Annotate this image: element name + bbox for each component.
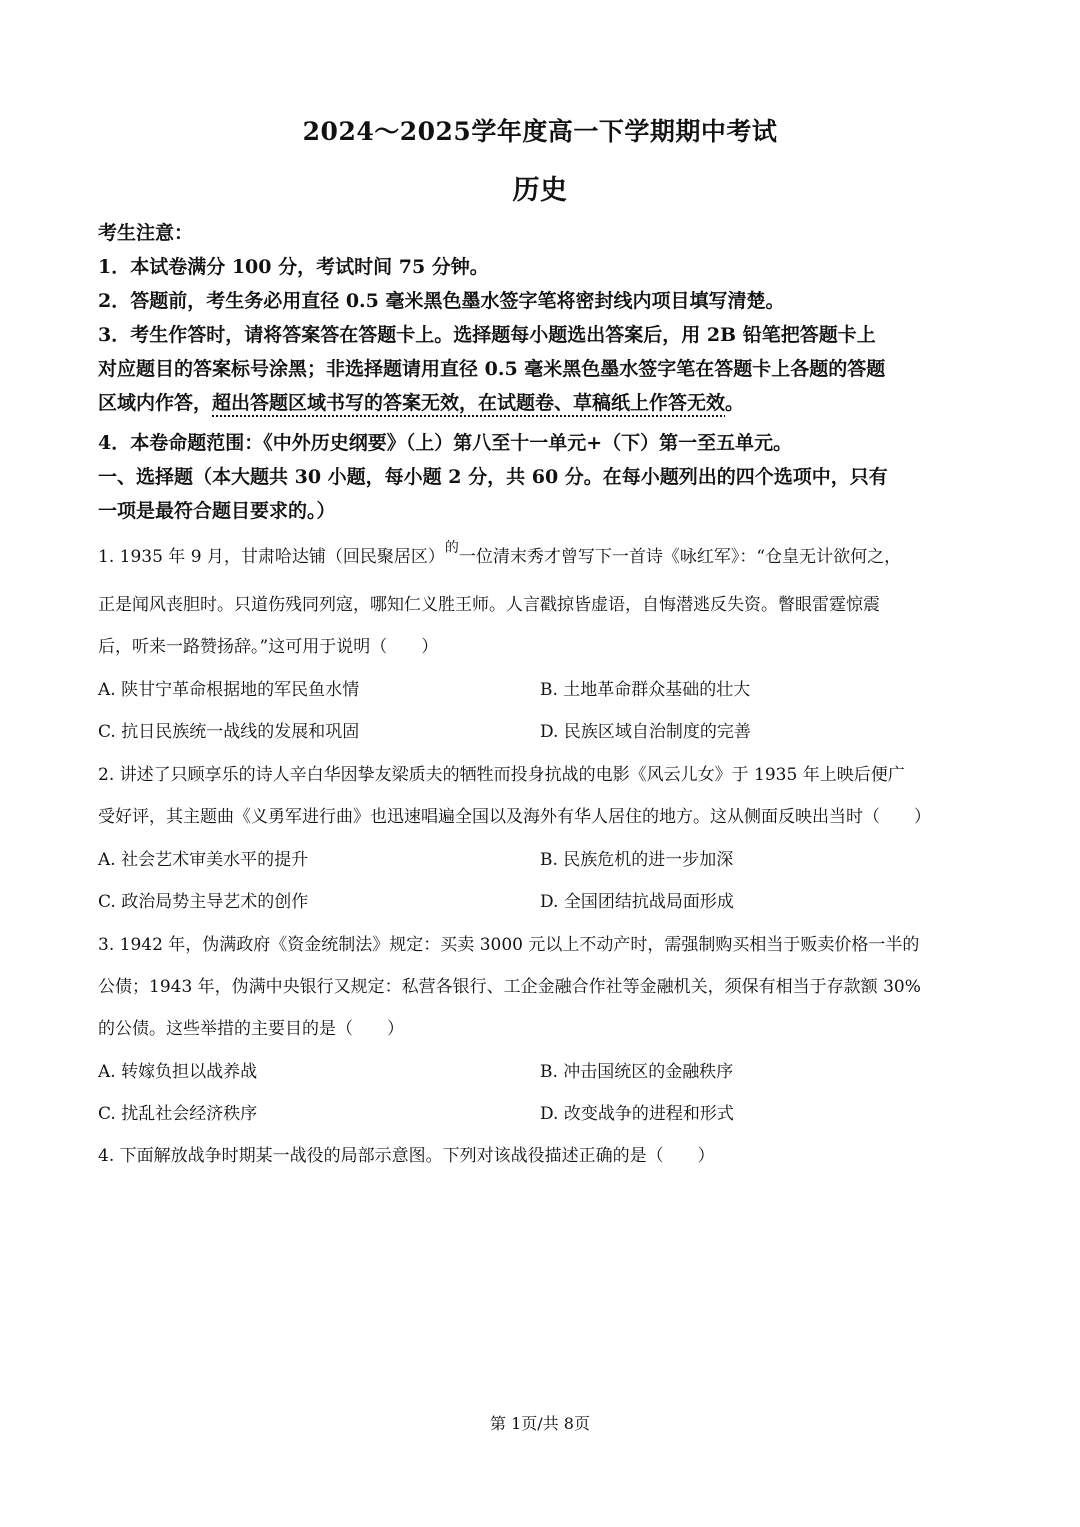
notice-item-4: 4．本卷命题范围：《中外历史纲要》（上）第八至十一单元+（下）第一至五单元。 — [98, 432, 793, 454]
question-1-text-b: 一位清末秀才曾写下一首诗《咏红军》：“仓皇无计欲何之， — [458, 547, 902, 567]
question-1-option-a: A. 陕甘宁革命根据地的军民鱼水情 — [98, 680, 360, 700]
notice-item-3-line-1: 3．考生作答时，请将答案答在答题卡上。选择题每小题选出答案后，用 2B 铅笔把答题卡上 — [98, 324, 876, 346]
notice-item-3-line-3 — [98, 388, 744, 415]
notice-item-2: 2．答题前，考生务必用直径 0.5 毫米黑色墨水签字笔将密封线内项目填写清楚。 — [98, 290, 785, 312]
section-heading-line-2: 一项是最符合题目要求的。） — [98, 500, 336, 522]
page-number: 第 1页/共 8页 — [490, 1414, 590, 1433]
notice-item-3-text: 区域内作答， — [98, 392, 213, 414]
question-1-option-d: D. 民族区域自治制度的完善 — [540, 722, 751, 742]
question-1-text-a: 1. 1935 年 9 月，甘肃哈达铺（回民聚居区） — [98, 547, 445, 567]
question-3-line-3: 的公债。这些举措的主要目的是（ ） — [98, 1019, 404, 1039]
question-4-line-1: 4. 下面解放战争时期某一战役的局部示意图。下列对该战役描述正确的是（ ） — [98, 1146, 715, 1166]
question-3-option-c: C. 扰乱社会经济秩序 — [98, 1104, 258, 1124]
notice-item-3-line-2: 对应题目的答案标号涂黑；非选择题请用直径 0.5 毫米黑色墨水签字笔在答题卡上各题的答题 — [98, 358, 886, 380]
question-3-line-1: 3. 1942 年，伪满政府《资金统制法》规定：买卖 3000 元以上不动产时，需强制购买相当于贩卖价格一半的 — [98, 935, 920, 955]
emphasis-dotted-text: 超出答题区域书写的答案无效，在试题卷、草稿纸上作答无效 — [212, 392, 726, 414]
question-2-line-2: 受好评，其主题曲《义勇军进行曲》也迅速唱遍全国以及海外有华人居住的地方。这从侧面反映出当时（ ） — [98, 807, 931, 827]
question-3-option-a: A. 转嫁负担以战养战 — [98, 1062, 258, 1082]
exam-title: 2024～2025学年度高一下学期期中考试 — [302, 117, 778, 146]
question-3-option-d: D. 改变战争的进程和形式 — [540, 1104, 734, 1124]
question-1-line-3: 后，听来一路赞扬辞。”这可用于说明（ ） — [98, 637, 439, 657]
question-1-superscript: 的 — [444, 540, 459, 556]
question-2-option-c: C. 政治局势主导艺术的创作 — [98, 892, 309, 912]
question-2-line-1: 2. 讲述了只顾享乐的诗人辛白华因挚友梁质夫的牺牲而投身抗战的电影《风云儿女》于 1935 年上映后便广 — [98, 765, 905, 785]
question-1-option-b: B. 土地革命群众基础的壮大 — [540, 680, 751, 700]
question-2-option-a: A. 社会艺术审美水平的提升 — [98, 850, 309, 870]
question-2-option-b: B. 民族危机的进一步加深 — [540, 850, 734, 870]
notice-item-1: 1．本试卷满分 100 分，考试时间 75 分钟。 — [98, 256, 489, 278]
notice-item-3-end: 。 — [725, 392, 745, 414]
question-1-option-c: C. 抗日民族统一战线的发展和巩固 — [98, 722, 360, 742]
section-heading-line-1: 一、选择题（本大题共 30 小题，每小题 2 分，共 60 分。在每小题列出的四个选项中，只有 — [98, 466, 888, 488]
question-3-line-2: 公债；1943 年，伪满中央银行又规定：私营各银行、工企金融合作社等金融机关，须保有相当于存款额 30% — [98, 977, 921, 997]
subject-title: 历史 — [512, 175, 568, 206]
question-1-line-2: 正是闻风丧胆时。只道伤残同列寇，哪知仁义胜王师。人言戳掠皆虚语，自悔潜逃反失资。瞥眼雷霆惊震 — [98, 595, 880, 615]
question-3-option-b: B. 冲击国统区的金融秩序 — [540, 1062, 734, 1082]
notice-heading: 考生注意： — [98, 222, 194, 244]
question-1-line-1 — [98, 542, 901, 567]
question-2-option-d: D. 全国团结抗战局面形成 — [540, 892, 734, 912]
